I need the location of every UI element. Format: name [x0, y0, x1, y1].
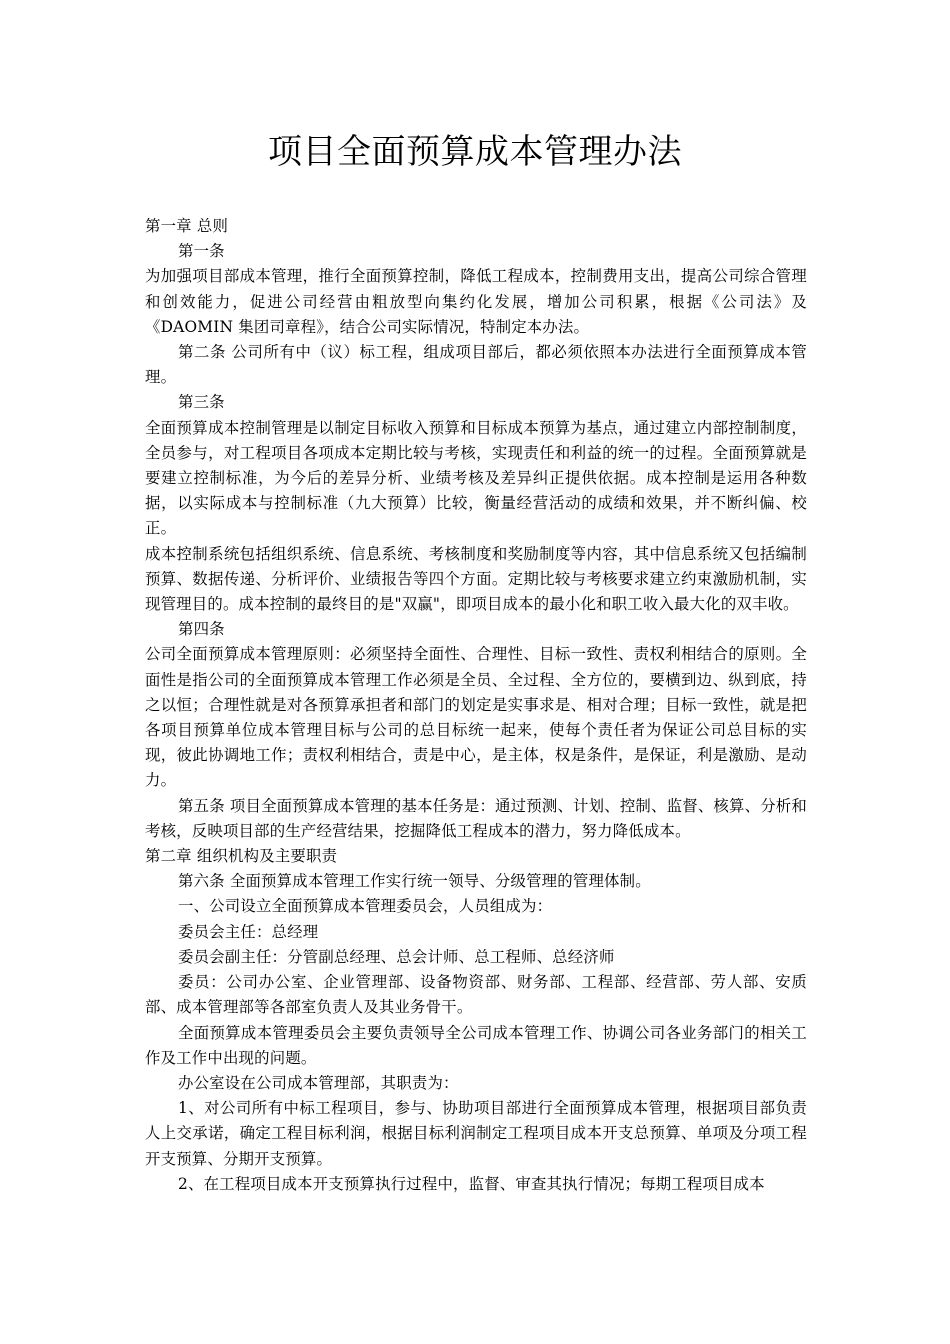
- paragraph: 委员会副主任：分管副总经理、总会计师、总工程师、总经济师: [178, 947, 615, 966]
- paragraph: 委员会主任：总经理: [178, 922, 319, 941]
- paragraph: 全面预算成本管理委员会主要负责领导全公司成本管理工作、协调公司各业务部门的相关工作及工作中出现的问题。: [145, 1023, 807, 1067]
- paragraph: 公司全面预算成本管理原则：必须坚持全面性、合理性、目标一致性、责权利相结合的原则。全面性是指公司的全面预算成本管理工作必须是全员、全过程、全方位的，要横到边、纵到底，持之以恒；合理性就是对各预算承担者和部门的划定是实事求是、相对合理；目标一致性，就是把各项目预算单位成本管理目标与公司的总目标统一起来，使每个责任者为保证公司总目标的实现，彼此协调地工作；责权利相结合，责是中心，是主体，权是条件，是保证，利是激励、是动力。: [145, 645, 807, 790]
- paragraph: 委员：公司办公室、企业管理部、设备物资部、财务部、工程部、经营部、劳人部、安质部、成本管理部等各部室负责人及其业务骨干。: [145, 973, 807, 1017]
- paragraph: 第二章 组织机构及主要职责: [145, 847, 338, 866]
- paragraph: 办公室设在公司成本管理部，其职责为：: [178, 1073, 459, 1092]
- paragraph: 一、公司设立全面预算成本管理委员会，人员组成为：: [178, 897, 553, 916]
- paragraph: 2、在工程项目成本开支预算执行过程中，监督、审查其执行情况；每期工程项目成本: [178, 1174, 765, 1193]
- paragraph: 全面预算成本控制管理是以制定目标收入预算和目标成本预算为基点，通过建立内部控制制度，全员参与，对工程项目各项成本定期比较与考核，实现责任和利益的统一的过程。全面预算就是要建立控制标准，为今后的差异分析、业绩考核及差异纠正提供依据。成本控制是运用各种数据，以实际成本与控制标准（九大预算）比较，衡量经营活动的成绩和效果，并不断纠偏、校正。: [145, 418, 807, 538]
- paragraph: 第五条 项目全面预算成本管理的基本任务是：通过预测、计划、控制、监督、核算、分析和考核，反映项目部的生产经营结果，挖掘降低工程成本的潜力，努力降低成本。: [145, 796, 807, 840]
- paragraph: 第四条: [178, 620, 225, 639]
- paragraph: 成本控制系统包括组织系统、信息系统、考核制度和奖励制度等内容，其中信息系统又包括编制预算、数据传递、分析评价、业绩报告等四个方面。定期比较与考核要求建立约束激励机制，实现管理目的。成本控制的最终目的是"双赢"，即项目成本的最小化和职工收入最大化的双丰收。: [145, 544, 807, 614]
- paragraph: 为加强项目部成本管理，推行全面预算控制，降低工程成本，控制费用支出，提高公司综合管理和创效能力，促进公司经营由粗放型向集约化发展，增加公司积累，根据《公司法》及《DAOMIN 集团司章程》，结合公司实际情况，特制定本办法。: [145, 267, 807, 336]
- paragraph: 第三条: [178, 393, 225, 412]
- paragraph: 第六条 全面预算成本管理工作实行统一领导、分级管理的管理体制。: [178, 872, 651, 891]
- paragraph: 第一章 总则: [145, 217, 229, 235]
- paragraph: 1、对公司所有中标工程项目，参与、协助项目部进行全面预算成本管理，根据项目部负责人上交承诺，确定工程目标利润，根据目标利润制定工程项目成本开支总预算、单项及分项工程开支预算、分期开支预算。: [145, 1099, 807, 1168]
- paragraph: 第一条: [178, 242, 225, 261]
- document-body: [145, 214, 807, 1197]
- paragraph: 第二条 公司所有中（议）标工程，组成项目部后，都必须依照本办法进行全面预算成本管理。: [145, 343, 807, 387]
- document-title: 项目全面预算成本管理办法: [268, 132, 682, 172]
